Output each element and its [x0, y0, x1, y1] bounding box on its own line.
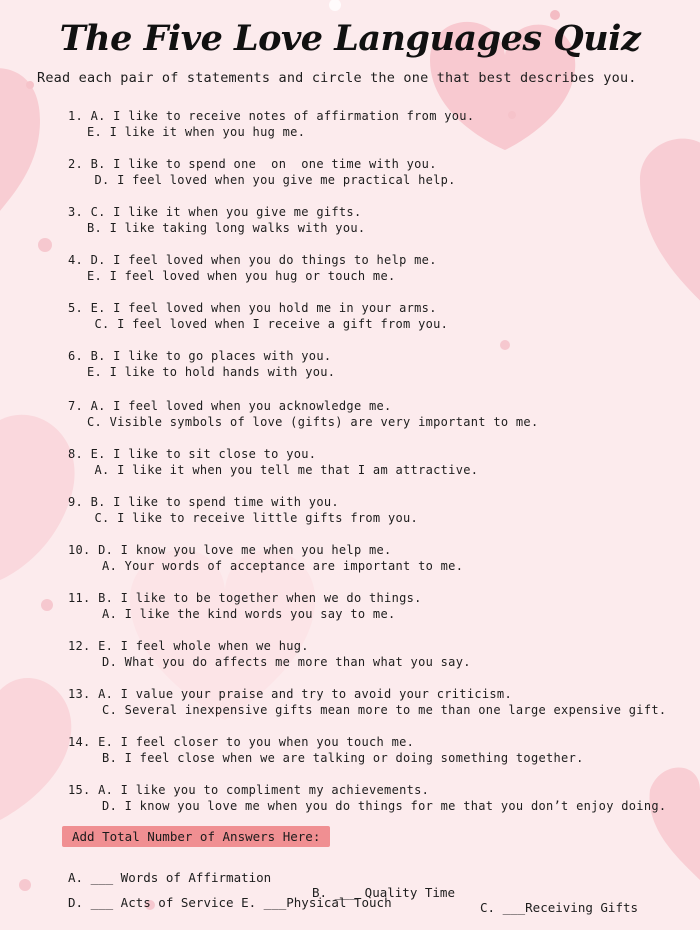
question-number: 10. — [68, 543, 91, 557]
statement: D. I feel loved when you give me practical help. — [87, 173, 456, 187]
statement: A. I feel loved when you acknowledge me. — [90, 399, 392, 413]
question-first-line — [0, 446, 700, 462]
page-title: The Five Love Languages Quiz — [59, 18, 641, 59]
question-first-line — [0, 348, 700, 364]
question-item — [0, 398, 700, 430]
question-item — [0, 782, 700, 814]
question-item — [0, 590, 700, 622]
question-number: 8. — [68, 447, 84, 461]
statement: D. I know you love me when you do things for me that you don’t enjoy doing. — [87, 799, 667, 813]
question-item — [0, 686, 700, 718]
statement: E. I like it when you hug me. — [87, 125, 306, 139]
question-item — [0, 300, 700, 332]
question-number: 3. — [68, 205, 84, 219]
question-number: 12. — [68, 639, 91, 653]
statement: C. I like it when you give me gifts. — [90, 205, 362, 219]
question-item — [0, 348, 700, 380]
question-item — [0, 156, 700, 188]
question-first-line — [0, 494, 700, 510]
question-number: 4. — [68, 253, 84, 267]
question-item — [0, 734, 700, 766]
statement: D. I feel loved when you do things to help me. — [90, 253, 437, 267]
statement: E. I like to sit close to you. — [90, 447, 317, 461]
question-first-line — [0, 638, 700, 654]
question-first-line — [0, 252, 700, 268]
totals-row — [0, 880, 700, 925]
statement: B. I like taking long walks with you. — [87, 221, 366, 235]
question-number: 9. — [68, 495, 84, 509]
question-number: 6. — [68, 349, 84, 363]
statement: B. I like to go places with you. — [90, 349, 332, 363]
total-receiving-gifts[interactable]: C. ___Receiving Gifts — [480, 900, 639, 915]
total-quality-time[interactable]: B. ___ Quality Time — [312, 885, 455, 900]
statement: E. I feel loved when you hold me in your arms. — [90, 301, 437, 315]
question-number: 13. — [68, 687, 91, 701]
statement: E. I feel whole when we hug. — [98, 639, 309, 653]
total-service-and-touch[interactable]: D. ___ Acts of Service E. ___Physical Touch — [68, 895, 392, 910]
statement: E. I like to hold hands with you. — [87, 365, 336, 379]
total-words-of-affirmation[interactable]: A. ___ Words of Affirmation — [68, 870, 272, 885]
question-number: 11. — [68, 591, 91, 605]
statement: A. Your words of acceptance are important to me. — [87, 559, 464, 573]
statement: B. I like to be together when we do things. — [98, 591, 422, 605]
question-first-line — [0, 156, 700, 172]
statement: B. I like to spend time with you. — [90, 495, 339, 509]
statement: B. I feel close when we are talking or doing something together. — [87, 751, 584, 765]
statement: C. Several inexpensive gifts mean more to me than one large expensive gift. — [87, 703, 667, 717]
question-first-line — [0, 686, 700, 702]
question-item — [0, 494, 700, 526]
question-item — [0, 252, 700, 284]
statement: E. I feel loved when you hug or touch me. — [87, 269, 396, 283]
statement: D. I know you love me when you help me. — [98, 543, 392, 557]
question-first-line — [0, 590, 700, 606]
question-number: 1. — [68, 109, 84, 123]
statement: A. I like the kind words you say to me. — [87, 607, 396, 621]
question-item — [0, 446, 700, 478]
question-item — [0, 638, 700, 670]
statement: C. Visible symbols of love (gifts) are very important to me. — [87, 415, 539, 429]
statement: A. I like it when you tell me that I am attractive. — [87, 463, 479, 477]
question-item — [0, 108, 700, 140]
question-item — [0, 204, 700, 236]
question-item — [0, 542, 700, 574]
question-first-line — [0, 782, 700, 798]
question-first-line — [0, 300, 700, 316]
statement: C. I feel loved when I receive a gift from you. — [87, 317, 449, 331]
instructions: Read each pair of statements and circle the one that best describes you. — [37, 70, 637, 86]
totals-label: Add Total Number of Answers Here: — [62, 826, 330, 847]
question-first-line — [0, 542, 700, 558]
statement: E. I feel closer to you when you touch me. — [98, 735, 415, 749]
question-first-line — [0, 204, 700, 220]
statement: A. I like to receive notes of affirmation from you. — [90, 109, 475, 123]
question-number: 14. — [68, 735, 91, 749]
question-first-line — [0, 108, 700, 124]
question-number: 5. — [68, 301, 84, 315]
question-number: 2. — [68, 157, 84, 171]
question-number: 15. — [68, 783, 91, 797]
statement: A. I value your praise and try to avoid your criticism. — [98, 687, 512, 701]
statement: B. I like to spend one on one time with you. — [90, 157, 437, 171]
question-first-line — [0, 734, 700, 750]
question-first-line — [0, 398, 700, 414]
statement: D. What you do affects me more than what you say. — [87, 655, 471, 669]
statement: A. I like you to compliment my achievements. — [98, 783, 430, 797]
statement: C. I like to receive little gifts from you. — [87, 511, 419, 525]
question-number: 7. — [68, 399, 84, 413]
